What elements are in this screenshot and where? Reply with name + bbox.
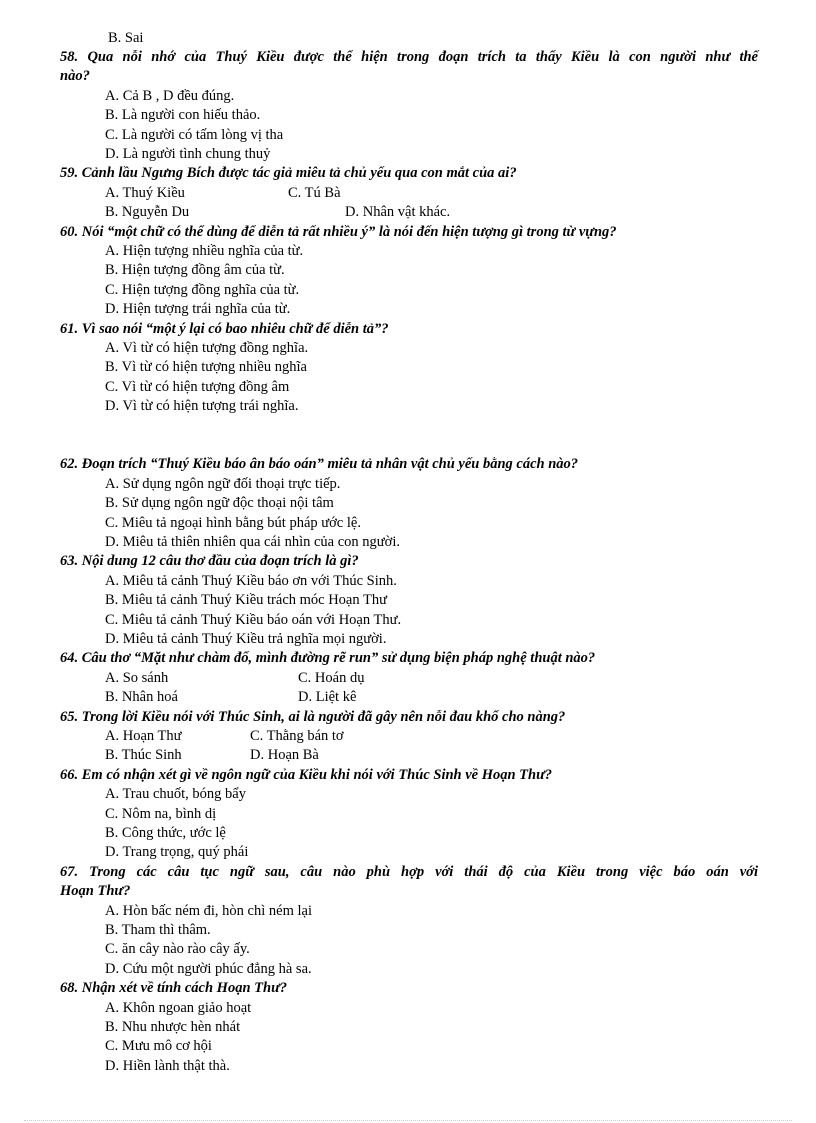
- answer-option: B. Là người con hiếu thảo.: [105, 107, 261, 124]
- blank-line: [0, 417, 816, 436]
- question-line: [0, 455, 816, 474]
- answer-option: C. ăn cây nào rào cây ấy.: [105, 941, 250, 958]
- answer-option: D. Miêu tả thiên nhiên qua cái nhìn của con người.: [105, 533, 400, 550]
- answer-line: [0, 378, 816, 397]
- answer-line: [0, 785, 816, 804]
- question-line: [0, 863, 816, 882]
- question-text: 67. Trong các câu tục ngữ sau, câu nào phù hợp với thái độ của Kiều trong việc báo oán với: [60, 863, 758, 880]
- blank-line: [0, 436, 816, 455]
- answer-option: C. Miêu tả cảnh Thuý Kiều báo oán với Hoạn Thư.: [105, 611, 402, 628]
- answer-option: A. Miêu tả cảnh Thuý Kiều báo ơn với Thúc Sinh.: [105, 572, 397, 589]
- answer-line: [0, 203, 816, 222]
- question-text: 59. Cảnh lầu Ngưng Bích được tác giả miêu tả chủ yếu qua con mắt của ai?: [60, 165, 517, 182]
- answer-line: [0, 921, 816, 940]
- answer-option: B. Thúc Sinh: [105, 747, 182, 764]
- answer-line: [0, 902, 816, 921]
- question-text: 66. Em có nhận xét gì về ngôn ngữ của Kiều khi nói với Thúc Sinh về Hoạn Thư?: [60, 766, 553, 783]
- question-text: 63. Nội dung 12 câu thơ đầu của đoạn trích là gì?: [60, 553, 359, 570]
- answer-option: C. Hoán dụ: [298, 669, 365, 686]
- answer-line: [0, 281, 816, 300]
- answer-line: [0, 611, 816, 630]
- answer-line: [0, 533, 816, 552]
- answer-line: [0, 145, 816, 164]
- answer-option: B. Miêu tả cảnh Thuý Kiều trách móc Hoạn Thư: [105, 592, 387, 609]
- answer-option: A. Trau chuốt, bóng bẩy: [105, 786, 246, 803]
- answer-option: C. Tú Bà: [288, 184, 341, 201]
- answer-option: A. So sánh: [105, 669, 169, 686]
- question-line: [0, 649, 816, 668]
- question-line: [0, 766, 816, 785]
- question-text: 68. Nhận xét về tính cách Hoạn Thư?: [60, 980, 288, 997]
- question-text: 62. Đoạn trích “Thuý Kiều báo ân báo oán” miêu tả nhân vật chủ yếu bằng cách nào?: [60, 456, 579, 473]
- answer-option: B. Nhân hoá: [105, 689, 178, 706]
- answer-option: A. Vì từ có hiện tượng đồng nghĩa.: [105, 339, 309, 356]
- answer-line: [0, 87, 816, 106]
- question-text: 61. Vì sao nói “một ý lại có bao nhiêu chữ để diễn tả”?: [60, 320, 389, 337]
- answer-option: C. Hiện tượng đồng nghĩa của từ.: [105, 281, 300, 298]
- answer-option: B. Hiện tượng đồng âm của từ.: [105, 262, 285, 279]
- question-line: [0, 223, 816, 242]
- answer-line: [0, 591, 816, 610]
- question-text: Hoạn Thư?: [60, 883, 131, 900]
- question-line: [0, 48, 816, 67]
- answer-line: [0, 940, 816, 959]
- question-text: 60. Nói “một chữ có thể dùng để diễn tả rất nhiều ý” là nói đến hiện tượng gì trong từ vựng?: [60, 223, 617, 240]
- answer-option: C. Vì từ có hiện tượng đồng âm: [105, 378, 290, 395]
- question-text: 58. Qua nỗi nhớ của Thuý Kiều được thể hiện trong đoạn trích ta thấy Kiều là con người như thế: [60, 48, 758, 65]
- question-text: 65. Trong lời Kiều nói với Thúc Sinh, ai là người đã gây nên nỗi đau khổ cho nàng?: [60, 708, 566, 725]
- answer-option: B. Vì từ có hiện tượng nhiều nghĩa: [105, 359, 307, 376]
- answer-line: [0, 805, 816, 824]
- answer-line: [0, 1037, 816, 1056]
- answer-option: B. Tham thì thâm.: [105, 921, 211, 938]
- answer-line: [0, 475, 816, 494]
- answer-option: D. Cứu một người phúc đẳng hà sa.: [105, 960, 312, 977]
- question-line: [0, 708, 816, 727]
- answer-option: D. Là người tình chung thuỷ: [105, 145, 271, 162]
- answer-line: [0, 300, 816, 319]
- answer-line: [0, 669, 816, 688]
- answer-line: [0, 1057, 816, 1076]
- answer-line: [0, 824, 816, 843]
- answer-line: [0, 1018, 816, 1037]
- answer-line: [0, 494, 816, 513]
- answer-option: C. Miêu tả ngoại hình bằng bút pháp ước lệ.: [105, 514, 361, 531]
- question-text: 64. Câu thơ “Mặt như chàm đổ, mình đường rẽ run” sử dụng biện pháp nghệ thuật nào?: [60, 650, 596, 667]
- answer-line: [0, 126, 816, 145]
- question-line: [0, 979, 816, 998]
- answer-option: A. Thuý Kiều: [105, 184, 185, 201]
- answer-option: A. Sử dụng ngôn ngữ đối thoại trực tiếp.: [105, 475, 341, 492]
- answer-option: A. Hiện tượng nhiều nghĩa của từ.: [105, 242, 304, 259]
- answer-option: D. Miêu tả cảnh Thuý Kiều trả nghĩa mọi người.: [105, 630, 387, 647]
- answer-option: C. Nôm na, bình dị: [105, 805, 217, 822]
- question-line: [0, 552, 816, 571]
- answer-option: B. Nguyễn Du: [105, 204, 190, 221]
- answer-line: [0, 746, 816, 765]
- answer-line: [0, 358, 816, 377]
- question-text: nào?: [60, 68, 90, 85]
- answer-line: [0, 630, 816, 649]
- answer-option: C. Thằng bán tơ: [250, 727, 344, 744]
- answer-option: C. Mưu mô cơ hội: [105, 1038, 212, 1055]
- answer-line: [0, 514, 816, 533]
- answer-line: [0, 242, 816, 261]
- answer-option: B. Sử dụng ngôn ngữ độc thoại nội tâm: [105, 495, 334, 512]
- answer-line: [0, 29, 816, 48]
- answer-option: D. Hoạn Bà: [250, 747, 319, 764]
- answer-option: D. Hiện tượng trái nghĩa của từ.: [105, 301, 291, 318]
- question-line: [0, 320, 816, 339]
- answer-line: [0, 184, 816, 203]
- answer-line: [0, 261, 816, 280]
- answer-option: A. Hoạn Thư: [105, 727, 182, 744]
- answer-option: D. Hiền lành thật thà.: [105, 1057, 230, 1074]
- answer-line: [0, 999, 816, 1018]
- question-line: [0, 67, 816, 86]
- answer-option: B. Công thức, ước lệ: [105, 824, 226, 841]
- answer-option: D. Trang trọng, quý phái: [105, 844, 249, 861]
- answer-option: B. Nhu nhược hèn nhát: [105, 1018, 241, 1035]
- answer-option: A. Hòn bấc ném đi, hòn chì ném lại: [105, 902, 312, 919]
- answer-line: [0, 960, 816, 979]
- question-line: [0, 882, 816, 901]
- answer-line: [0, 843, 816, 862]
- answer-line: [0, 727, 816, 746]
- answer-option: C. Là người có tấm lòng vị tha: [105, 126, 284, 143]
- answer-line: [0, 106, 816, 125]
- answer-line: [0, 397, 816, 416]
- question-line: [0, 164, 816, 183]
- answer-option: D. Nhân vật khác.: [345, 204, 451, 221]
- answer-option: D. Liệt kê: [298, 689, 357, 706]
- answer-option: A. Cả B , D đều đúng.: [105, 87, 235, 104]
- answer-option: A. Khôn ngoan giảo hoạt: [105, 999, 252, 1016]
- answer-option: B. Sai: [108, 29, 144, 46]
- page-bottom-rule: [24, 1120, 792, 1121]
- answer-line: [0, 688, 816, 707]
- answer-option: D. Vì từ có hiện tượng trái nghĩa.: [105, 398, 299, 415]
- answer-line: [0, 572, 816, 591]
- answer-line: [0, 339, 816, 358]
